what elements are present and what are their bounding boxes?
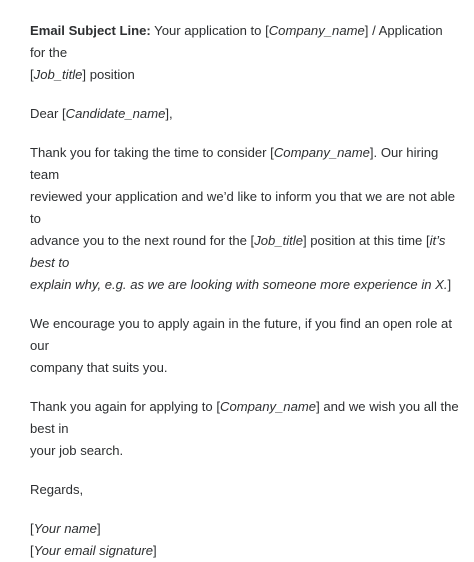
body-text: ] [447,277,452,292]
signature-text: [ [30,543,34,558]
subject-text: ] position [82,67,135,82]
subject-label: Email Subject Line: [30,23,151,38]
body-text: advance you to the next round for the [ [30,233,255,248]
subject-text: Your application to [ [150,23,269,38]
signature-text: [ [30,521,34,536]
body-text: ]. Our hiring team [30,145,439,182]
candidate-name-placeholder: Candidate_name [65,106,166,121]
body-paragraph-3 [30,396,460,462]
greeting [30,103,460,125]
body-paragraph-1 [30,142,460,296]
email-signature-placeholder: Your email signature [33,543,154,558]
company-name-placeholder: Company_name [268,23,365,38]
signature-text: ] [153,543,157,558]
closing [30,479,460,501]
your-name-placeholder: Your name [33,521,97,536]
job-title-placeholder: Job_title [254,233,303,248]
greeting-text: Dear [ [30,106,66,121]
reason-placeholder: it’s best to [30,233,446,270]
subject-text: [ [30,67,34,82]
company-name-placeholder: Company_name [273,145,370,160]
signature-text: ] [96,521,101,536]
greeting-text: ], [165,106,173,121]
job-title-placeholder: Job_title [33,67,83,82]
closing-text: Regards, [30,482,84,497]
subject-text: ] / Application for the [30,23,443,60]
subject-line [30,20,460,86]
body-text: reviewed your application and we’d like to inform you that we are not able to [30,189,456,226]
body-text: We encourage you to apply again in the future, if you find an open role at our [30,316,452,353]
signature-block [30,518,460,562]
body-paragraph-2 [30,313,460,379]
body-text: your job search. [30,443,124,458]
email-template-document [30,20,460,562]
body-text: company that suits you. [30,360,168,375]
body-text: ] position at this time [ [302,233,430,248]
company-name-placeholder: Company_name [219,399,317,414]
body-text: Thank you for taking the time to consider [ [30,145,274,160]
body-text: ] and we wish you all the best in [30,399,459,436]
reason-placeholder: explain why, e.g. as we are looking with someone more experience in X. [30,277,448,292]
body-text: Thank you again for applying to [ [30,399,220,414]
